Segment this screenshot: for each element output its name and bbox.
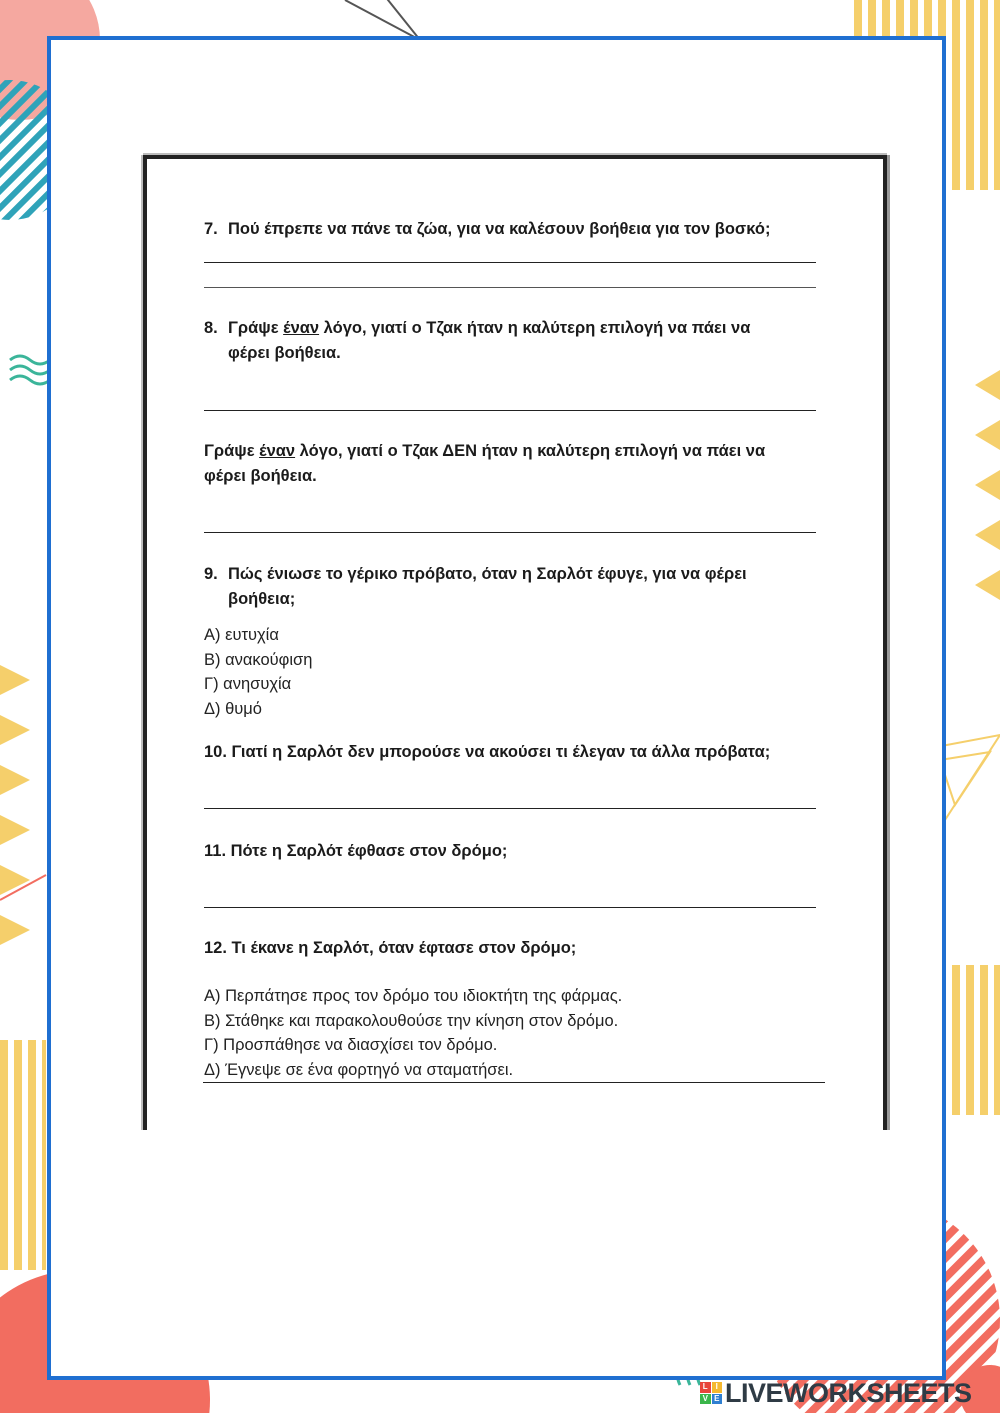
liveworksheets-brand[interactable] (700, 1376, 1000, 1410)
logo-letter-i: I (712, 1382, 723, 1393)
question-10 (204, 740, 770, 765)
question-10-text: 10. Γιατί η Σαρλότ δεν μπορούσε να ακούσει τι έλεγαν τα άλλα πρόβατα; (204, 743, 771, 761)
answer-line-7b[interactable] (204, 287, 816, 288)
option-9-b[interactable]: Β) ανακούφιση (204, 650, 313, 669)
option-9-a[interactable]: Α) ευτυχία (204, 626, 279, 644)
decor-yellow-stripes-right (950, 965, 1000, 1115)
decor-yellow-triangles-left (0, 665, 30, 945)
question-12-options (204, 984, 622, 1082)
question-9-options (204, 623, 312, 721)
logo-letter-e: E (712, 1394, 723, 1405)
option-9-d[interactable]: Δ) θυμό (204, 699, 262, 718)
logo-letter-v: V (700, 1394, 711, 1405)
option-9-c[interactable]: Γ) ανησυχία (204, 675, 292, 693)
question-9 (204, 562, 747, 612)
decor-triangle-outline-top (345, 0, 420, 40)
question-7-number: 7. (204, 220, 218, 238)
question-9-number: 9. (204, 565, 218, 583)
decor-yellow-triangles-right (975, 370, 1000, 600)
question-8-text-pre: Γράψε (228, 319, 284, 337)
question-8b-underlined: έναν (259, 442, 296, 460)
question-8-underlined: έναν (283, 319, 320, 337)
question-8-text-post: λόγο, γιατί ο Τζακ ήταν η καλύτερη επιλογή να πάει να (319, 319, 751, 337)
question-8b (204, 439, 765, 489)
question-8b-text-post: λόγο, γιατί ο Τζακ ΔΕΝ ήταν η καλύτερη επιλογή να πάει να (295, 442, 766, 460)
question-8b-line2: φέρει βοήθεια. (204, 467, 317, 485)
option-12-b[interactable]: Β) Στάθηκε και παρακολουθούσε την κίνηση στον δρόμο. (204, 1011, 619, 1030)
option-12-d[interactable]: Δ) Έγνεψε σε ένα φορτηγό να σταματήσει. (204, 1060, 514, 1079)
question-7-text: Πού έπρεπε να πάνε τα ζώα, για να καλέσουν βοήθεια για τον βοσκό; (228, 220, 771, 238)
option-12-c[interactable]: Γ) Προσπάθησε να διασχίσει τον δρόμο. (204, 1036, 498, 1054)
decor-yellow-stripes-bottom-left (0, 1040, 46, 1270)
answer-line-11[interactable] (204, 907, 816, 908)
liveworksheets-name: LIVEWORKSHEETS (725, 1377, 972, 1408)
liveworksheets-logo-icon (700, 1382, 722, 1404)
answer-line-8[interactable] (204, 410, 816, 411)
question-8b-text-pre: Γράψε (204, 442, 260, 460)
question-9-text: Πώς ένιωσε το γέρικο πρόβατο, όταν η Σαρλότ έφυγε, για να φέρει (228, 565, 747, 583)
logo-letter-l: L (700, 1382, 711, 1393)
question-8 (204, 316, 750, 366)
answer-line-12 (203, 1082, 825, 1083)
question-11 (204, 839, 507, 864)
answer-line-10[interactable] (204, 808, 816, 809)
question-8-line2: φέρει βοήθεια. (228, 344, 341, 362)
question-9-line2: βοήθεια; (228, 590, 296, 608)
answer-line-8b[interactable] (204, 532, 816, 533)
answer-line-7a[interactable] (204, 262, 816, 263)
question-7 (204, 217, 770, 242)
question-12 (204, 936, 576, 961)
question-8-number: 8. (204, 319, 218, 337)
question-11-text: 11. Πότε η Σαρλότ έφθασε στον δρόμο; (204, 842, 508, 860)
option-12-a[interactable]: Α) Περπάτησε προς τον δρόμο του ιδιοκτήτη της φάρμας. (204, 987, 623, 1005)
question-12-text: 12. Τι έκανε η Σαρλότ, όταν έφτασε στον δρόμο; (204, 939, 577, 957)
